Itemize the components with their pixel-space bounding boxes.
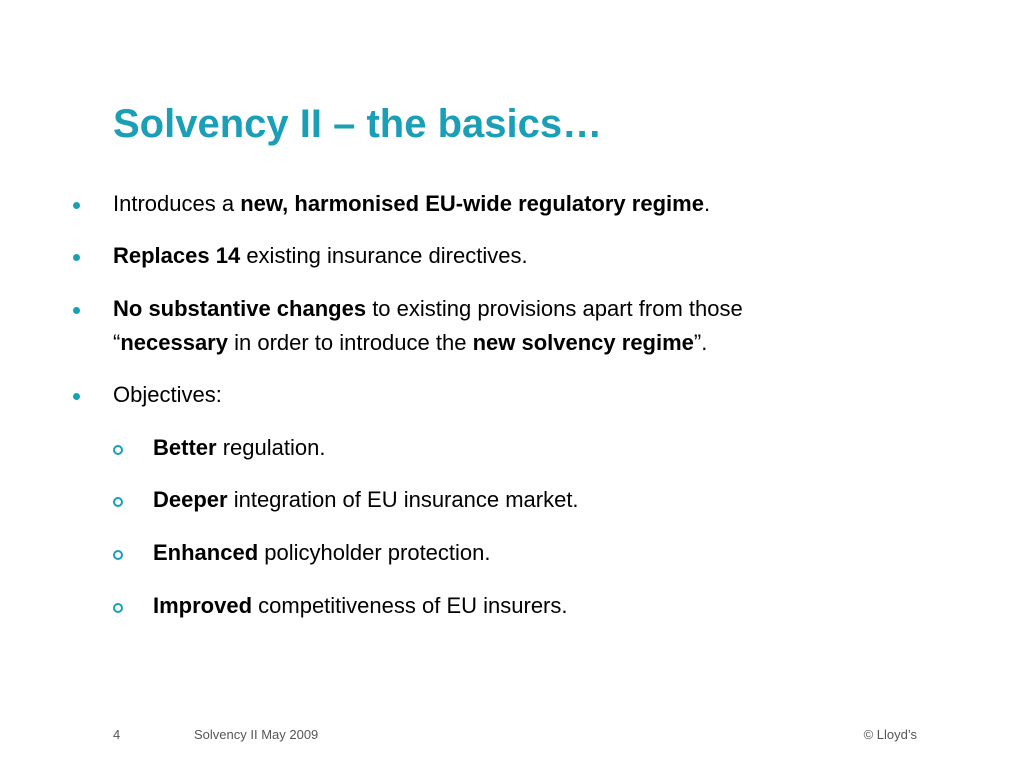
bullet-text-plain: Introduces a xyxy=(113,191,241,216)
footer-page-number: 4 xyxy=(113,727,121,742)
hollow-ring-icon xyxy=(113,445,123,455)
bullet-text-plain: in order to introduce the xyxy=(227,330,473,355)
hollow-ring-icon xyxy=(113,603,123,613)
slide-title: Solvency II – the basics… xyxy=(113,102,603,146)
hollow-ring-icon xyxy=(113,497,123,507)
bullet-text-plain: to existing provisions apart from those xyxy=(366,296,743,321)
filled-dot-icon xyxy=(73,254,80,261)
sub-bullet-text xyxy=(153,483,579,517)
bullet-text xyxy=(113,187,710,221)
sub-bullet-text-bold: Better xyxy=(153,435,217,460)
bullet-text-plain: ”. xyxy=(693,330,708,355)
sub-bullet-text xyxy=(153,536,491,570)
sub-bullet-text-plain: policyholder protection. xyxy=(258,540,491,565)
filled-dot-icon xyxy=(73,307,80,314)
sub-bullet-text-plain: regulation. xyxy=(216,435,326,460)
bullet-text-bold: new solvency regime xyxy=(472,330,694,355)
filled-dot-icon xyxy=(73,393,80,400)
bullet-text-bold: No substantive changes xyxy=(113,296,367,321)
bullet-text-bold: Replaces 14 xyxy=(113,243,241,268)
bullet-text-plain: “ xyxy=(113,330,121,355)
sub-bullet-text-bold: Improved xyxy=(153,593,253,618)
footer-presentation-title: Solvency II May 2009 xyxy=(194,727,319,742)
bullet-text-line-1 xyxy=(113,292,743,326)
sub-bullet-text xyxy=(153,431,325,465)
filled-dot-icon xyxy=(73,202,80,209)
bullet-text-plain: existing insurance directives. xyxy=(240,243,528,268)
bullet-text-plain: . xyxy=(703,191,711,216)
bullet-text xyxy=(113,239,528,273)
bullet-text-bold: new, harmonised EU-wide regulatory regime xyxy=(240,191,704,216)
sub-bullet-text-plain: integration of EU insurance market. xyxy=(227,487,579,512)
sub-bullet-text-bold: Deeper xyxy=(153,487,228,512)
hollow-ring-icon xyxy=(113,550,123,560)
sub-bullet-text-bold: Enhanced xyxy=(153,540,259,565)
bullet-text-bold: necessary xyxy=(120,330,228,355)
bullet-text-line-2 xyxy=(113,326,707,360)
footer-copyright: © Lloyd’s xyxy=(863,727,917,742)
sub-bullet-text-plain: competitiveness of EU insurers. xyxy=(252,593,568,618)
bullet-text: Objectives: xyxy=(113,382,222,407)
sub-bullet-text xyxy=(153,589,568,623)
